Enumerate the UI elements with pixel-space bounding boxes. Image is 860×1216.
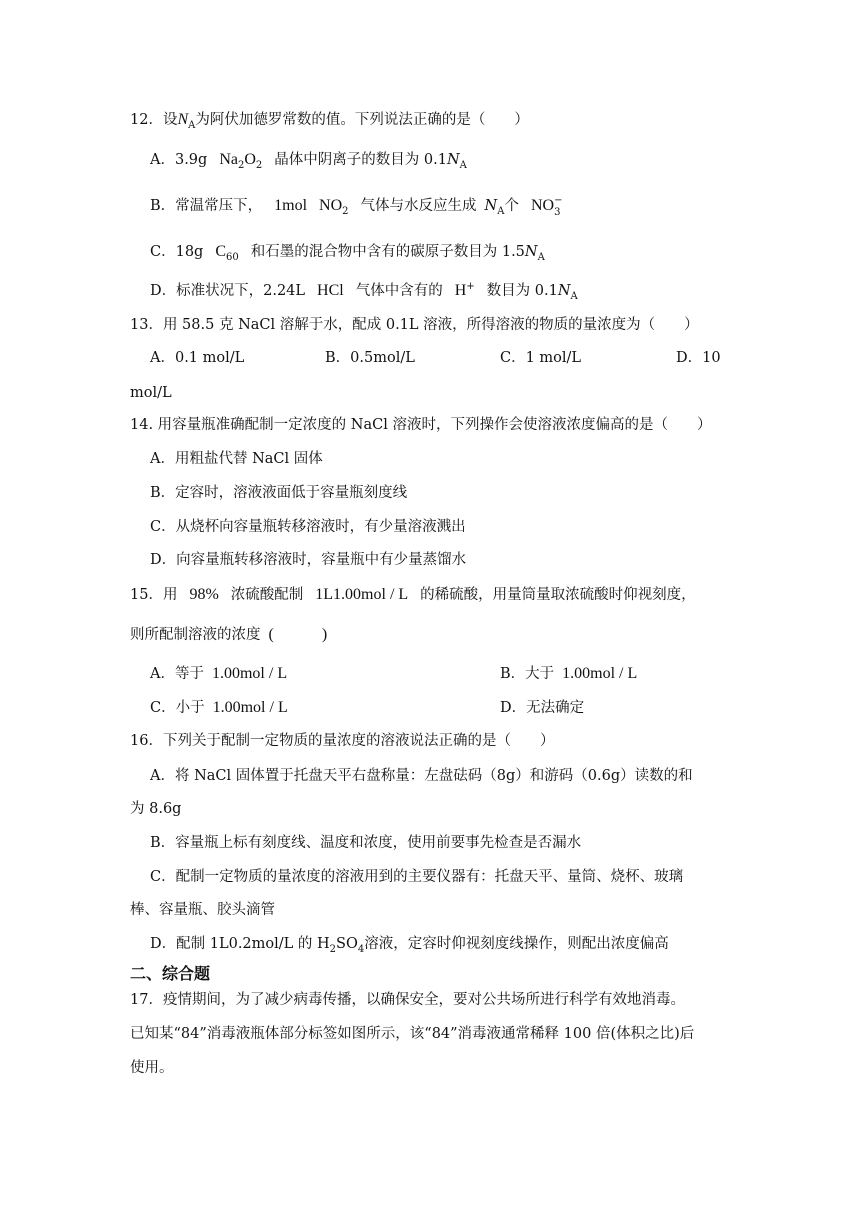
q13-option-d-cont: mol/L	[130, 385, 172, 401]
q12-stem: 12．设$N_A$为阿伏加德罗常数的值。下列说法正确的是（ ）	[130, 111, 529, 131]
section-heading: 二、综合题	[130, 964, 211, 983]
q17-line2: 已知某“84”消毒液瓶体部分标签如图所示，该“84”消毒液通常稀释 100 倍(体积之比)后	[130, 1026, 695, 1042]
q13-option-a: A．0.1 mol/L	[150, 350, 245, 366]
q14-option-a: A．用粗盐代替 NaCl 固体	[150, 451, 323, 467]
q14-option-b: B．定容时，溶液液面低于容量瓶刻度线	[150, 485, 408, 501]
q12-option-d: D．标准状况下，2.24L HCl 气体中含有的 H+ 数目为 $0.1N_A$	[150, 281, 578, 302]
q16-option-c-line1: C．配制一定物质的量浓度的溶液用到的主要仪器有：托盘天平、量筒、烧杯、玻璃	[150, 869, 684, 885]
q13-option-d: D．10	[676, 350, 721, 366]
q13-option-b: B．0.5mol/L	[325, 350, 415, 366]
q17-line1: 17．疫情期间，为了减少病毒传播，以确保安全，要对公共场所进行科学有效地消毒。	[130, 992, 685, 1008]
q12-option-b: B．常温常压下， 1mol $NO_2$ 气体与水反应生成 $N_A$个 NO − 3	[150, 195, 563, 218]
q17-line3: 使用。	[130, 1060, 174, 1076]
q16-option-a-line2: 为 8.6g	[130, 801, 182, 817]
q15-option-b: B．大于 1.00mol / L	[500, 665, 638, 682]
q16-option-b: B．容量瓶上标有刻度线、温度和浓度，使用前要事先检查是否漏水	[150, 835, 582, 851]
q14-stem: 14. 用容量瓶准确配制一定浓度的 NaCl 溶液时，下列操作会使溶液浓度偏高的是（ ）	[130, 417, 712, 433]
q16-option-c-line2: 棒、容量瓶、胶头滴管	[130, 902, 275, 918]
q15-stem-line1: 15．用 98% 浓硫酸配制 1L1.00mol / L 的稀硫酸，用量筒量取浓硫酸时仰视刻度，	[130, 586, 696, 603]
q14-option-d: D．向容量瓶转移溶液时，容量瓶中有少量蒸馏水	[150, 552, 467, 568]
q13-option-c: C．1 mol/L	[500, 350, 582, 366]
q15-stem-line2: 则所配制溶液的浓度 ( )	[130, 626, 328, 643]
q15-option-d: D．无法确定	[500, 700, 585, 716]
q12-option-a: A．3.9g $Na_2O_2$ 晶体中阴离子的数目为 $0.1N_A$	[150, 151, 467, 171]
q15-option-a: A．等于 1.00mol / L	[150, 665, 288, 682]
q15-option-c: C．小于 1.00mol / L	[150, 699, 288, 716]
q16-stem: 16．下列关于配制一定物质的量浓度的溶液说法正确的是（ ）	[130, 733, 555, 749]
q12-option-c: C．18g $C_{60}$ 和石墨的混合物中含有的碳原子数目为 $1.5N_A$	[150, 243, 545, 263]
q16-option-a-line1: A．将 NaCl 固体置于托盘天平右盘称量：左盘砝码（8g）和游码（0.6g）读数的和	[150, 768, 693, 784]
q13-stem: 13．用 58.5 克 NaCl 溶解于水，配成 0.1L 溶液，所得溶液的物质的量浓度为（ ）	[130, 317, 699, 333]
q14-option-c: C．从烧杯向容量瓶转移溶液时，有少量溶液溅出	[150, 519, 466, 535]
q16-option-d: D．配制 1L0.2mol/L 的 $H_2SO_4$溶液，定容时仰视刻度线操作，则配出浓度偏高	[150, 936, 669, 955]
